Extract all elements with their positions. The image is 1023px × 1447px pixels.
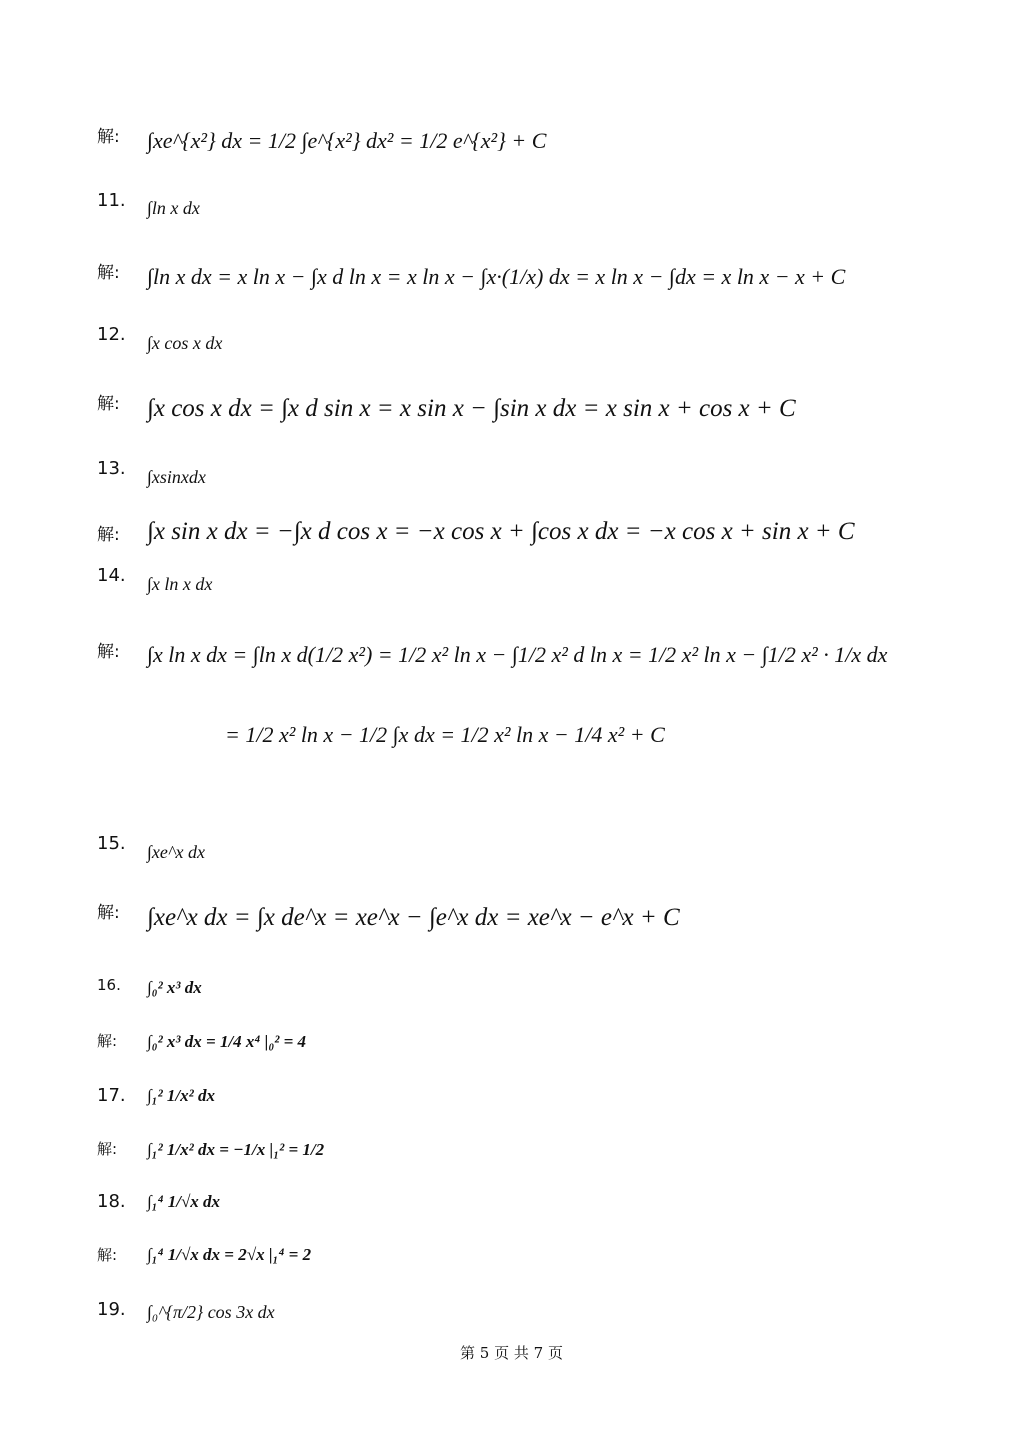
solution-formula-17: ∫₁² 1/x² dx = −1/x |₁² = 1/2 bbox=[147, 1140, 325, 1159]
solution-row-18 bbox=[97, 1244, 147, 1265]
problem-formula-11: ∫ln x dx bbox=[147, 198, 200, 218]
problem-formula-15: ∫xe^x dx bbox=[147, 842, 205, 862]
problem-formula-17: ∫₁² 1/x² dx bbox=[147, 1086, 215, 1105]
solution-row-0 bbox=[97, 122, 147, 147]
problem-row-11 bbox=[97, 190, 126, 211]
solution-formula-11: ∫ln x dx = x ln x − ∫x d ln x = x ln x − ∫x·(1/x) dx = x ln x − ∫dx = x ln x − x + C bbox=[147, 264, 846, 289]
solution-row-13 bbox=[97, 520, 147, 545]
problem-row-13 bbox=[97, 458, 126, 479]
solution-formula-15: ∫xe^x dx = ∫x de^x = xe^x − ∫e^x dx = xe^x − e^x + C bbox=[147, 904, 680, 931]
solution-row-11 bbox=[97, 258, 147, 283]
solution-label: 解: bbox=[97, 525, 120, 545]
problem-row-19 bbox=[97, 1299, 126, 1320]
problem-row-16 bbox=[97, 975, 121, 994]
solution-row-12 bbox=[97, 389, 147, 414]
solution-label: 解: bbox=[97, 903, 120, 923]
problem-row-17 bbox=[97, 1085, 126, 1106]
page-footer: 第 5 页 共 7 页 bbox=[460, 1344, 563, 1362]
solution-label: 解: bbox=[97, 642, 120, 662]
solution-formula-0: ∫xe^{x²} dx = 1/2 ∫e^{x²} dx² = 1/2 e^{x²} + C bbox=[147, 128, 547, 153]
solution-label: 解: bbox=[97, 127, 120, 147]
problem-formula-16: ∫₀² x³ dx bbox=[147, 978, 202, 997]
problem-number: 13. bbox=[97, 458, 126, 479]
problem-number: 14. bbox=[97, 565, 126, 586]
problem-number: 15. bbox=[97, 833, 126, 854]
solution-label: 解: bbox=[97, 1032, 118, 1050]
problem-number: 18. bbox=[97, 1191, 126, 1212]
solution-formula-18: ∫₁⁴ 1/√x dx = 2√x |₁⁴ = 2 bbox=[147, 1245, 312, 1264]
problem-row-12 bbox=[97, 324, 126, 345]
problem-row-14 bbox=[97, 565, 126, 586]
solution-label: 解: bbox=[97, 394, 120, 414]
problem-formula-19: ∫₀^{π/2} cos 3x dx bbox=[147, 1302, 275, 1322]
solution-row-15 bbox=[97, 898, 147, 923]
solution-label: 解: bbox=[97, 263, 120, 283]
solution-row-14 bbox=[97, 637, 147, 662]
problem-number: 12. bbox=[97, 324, 126, 345]
solution-row-16 bbox=[97, 1030, 147, 1051]
problem-formula-14: ∫x ln x dx bbox=[147, 574, 213, 594]
problem-row-18 bbox=[97, 1191, 126, 1212]
problem-number: 16. bbox=[97, 976, 121, 994]
solution-formula-13: ∫x sin x dx = −∫x d cos x = −x cos x + ∫cos x dx = −x cos x + sin x + C bbox=[147, 518, 855, 545]
solution-formula-14-cont: = 1/2 x² ln x − 1/2 ∫x dx = 1/2 x² ln x − 1/4 x² + C bbox=[225, 722, 665, 747]
problem-row-15 bbox=[97, 833, 126, 854]
problem-number: 17. bbox=[97, 1085, 126, 1106]
solution-formula-12: ∫x cos x dx = ∫x d sin x = x sin x − ∫sin x dx = x sin x + cos x + C bbox=[147, 395, 796, 422]
solution-label: 解: bbox=[97, 1140, 118, 1158]
solution-row-17 bbox=[97, 1138, 147, 1159]
problem-formula-18: ∫₁⁴ 1/√x dx bbox=[147, 1192, 221, 1211]
solution-label: 解: bbox=[97, 1246, 118, 1264]
problem-formula-13: ∫xsinxdx bbox=[147, 467, 206, 487]
solution-formula-16: ∫₀² x³ dx = 1/4 x⁴ |₀² = 4 bbox=[147, 1032, 307, 1051]
problem-number: 19. bbox=[97, 1299, 126, 1320]
problem-formula-12: ∫x cos x dx bbox=[147, 333, 223, 353]
solution-formula-14: ∫x ln x dx = ∫ln x d(1/2 x²) = 1/2 x² ln x − ∫1/2 x² d ln x = 1/2 x² ln x − ∫1/2 x² · 1/x dx bbox=[147, 642, 888, 667]
problem-number: 11. bbox=[97, 190, 126, 211]
